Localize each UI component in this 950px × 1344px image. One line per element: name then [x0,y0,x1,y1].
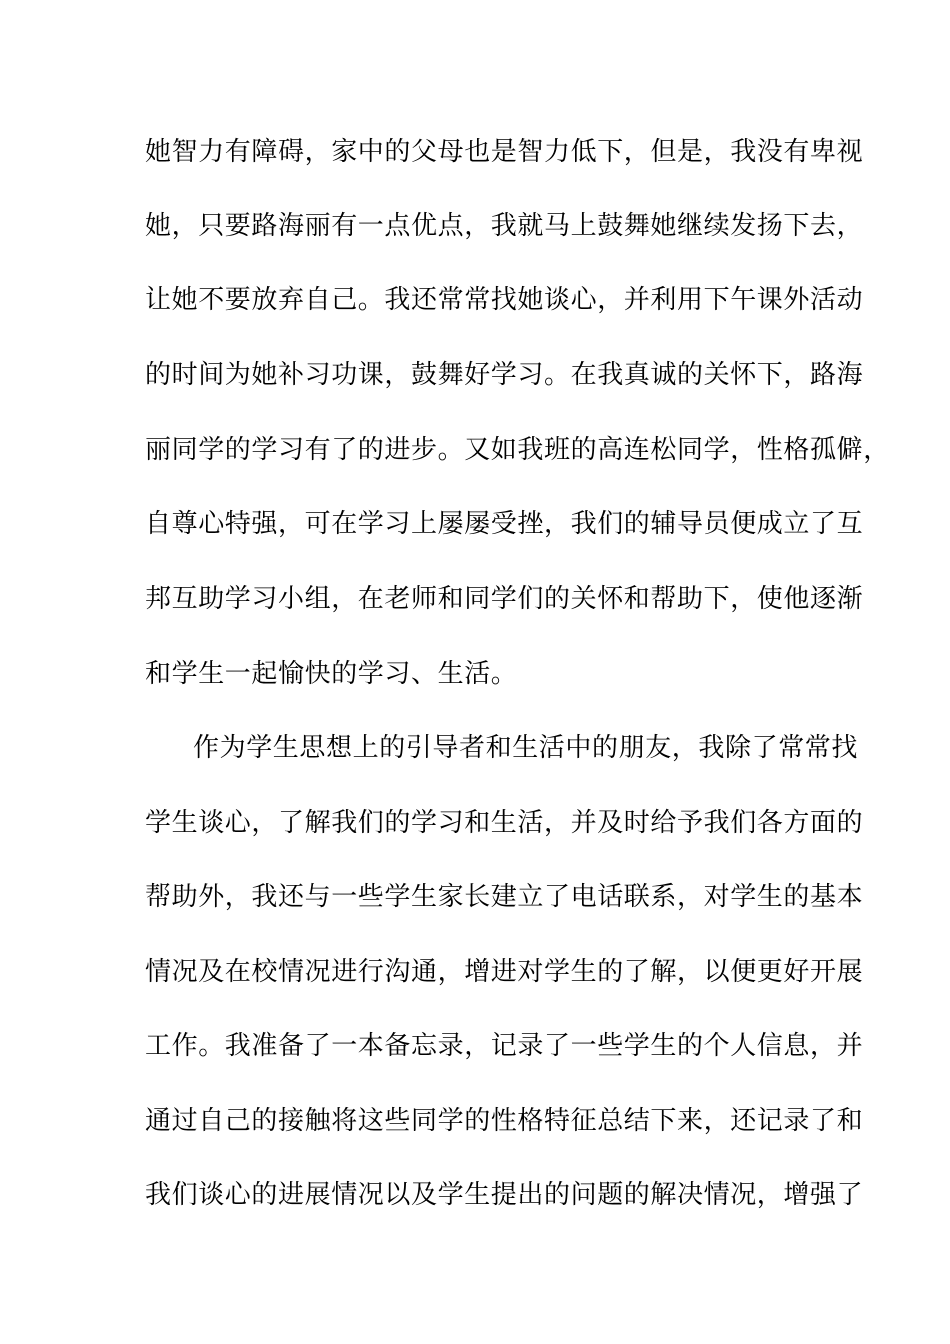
text-line: 通过自己的接触将这些同学的性格特征总结下来，还记录了和 [145,1106,864,1136]
text-line: 邦互助学习小组，在老师和同学们的关怀和帮助下，使他逐渐 [145,584,864,614]
text-line: 工作。我准备了一本备忘录，记录了一些学生的个人信息，并 [145,1031,864,1061]
text-line: 的时间为她补习功课，鼓舞好学习。在我真诚的关怀下，路海 [145,360,864,390]
text-line: 她，只要路海丽有一点优点，我就马上鼓舞她继续发扬下去， [145,211,864,241]
text-line: 她智力有障碍，家中的父母也是智力低下，但是，我没有卑视 [145,137,864,167]
text-line: 学生谈心，了解我们的学习和生活，并及时给予我们各方面的 [145,808,864,838]
text-line: 情况及在校情况进行沟通，增进对学生的了解，以便更好开展 [145,957,864,987]
text-line: 自尊心特强，可在学习上屡屡受挫，我们的辅导员便成立了互 [145,509,864,539]
text-line: 和学生一起愉快的学习、生活。 [145,659,518,689]
text-line: 我们谈心的进展情况以及学生提出的问题的解决情况，增强了 [145,1180,864,1210]
text-line: 帮助外，我还与一些学生家长建立了电话联系，对学生的基本 [145,882,864,912]
paragraph-first-line: 作为学生思想上的引导者和生活中的朋友，我除了常常找 [193,733,859,763]
text-line: 丽同学的学习有了的进步。又如我班的高连松同学，性格孤僻， [145,435,890,465]
text-line: 让她不要放弃自己。我还常常找她谈心，并利用下午课外活动 [145,285,864,315]
